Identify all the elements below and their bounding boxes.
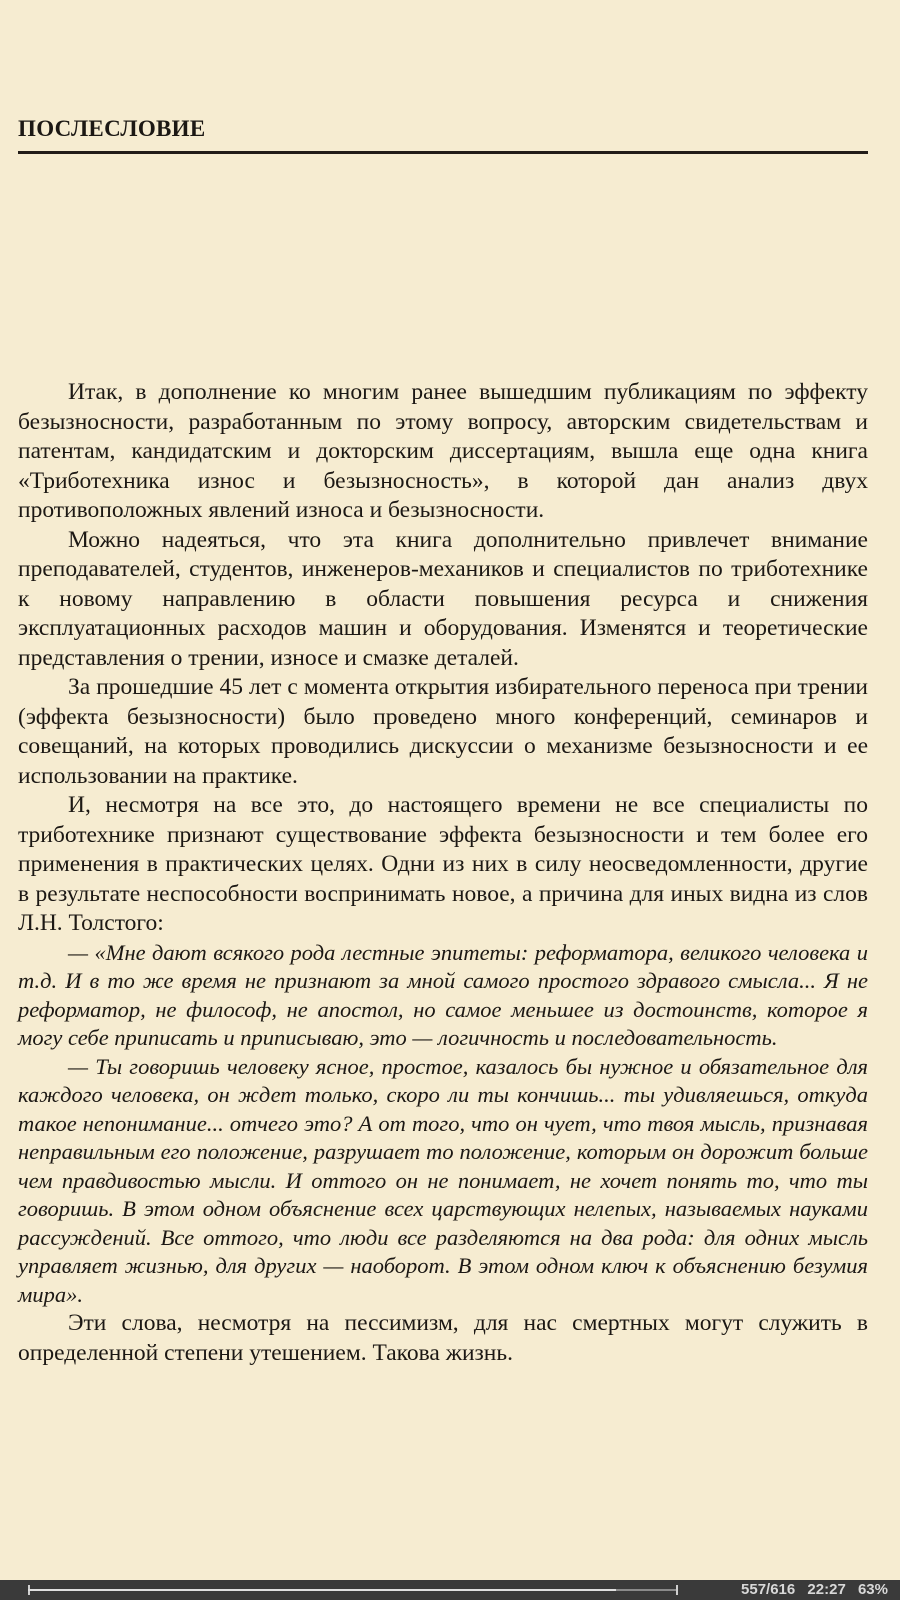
chapter-heading: ПОСЛЕСЛОВИЕ [18,116,206,141]
paragraph-3: За прошедшие 45 лет с момента открытия избирательного переноса при трении (эффекта безызносности) было проведено много конференций, семинаров и совещаний, на которых проводились дискуссии о механизме безызносности и ее использовании на практике. [18,674,868,789]
page-counter: 557/616 [741,1581,796,1598]
page-text [18,378,868,1368]
battery-level: 63% [857,1581,888,1598]
reader-status-bar [0,1580,900,1600]
clock: 22:27 [807,1581,846,1598]
quote-paragraph-2: — Ты говоришь человеку ясное, простое, казалось бы нужное и обязательное для каждого человека, он ждет только, скоро ли ты кончишь... ты удивляешься, откуда такое непонимание... отчего это? А от того, что он чует, что твоя мысль, признавая неправильным его положение, разрушает то положение, которым он дорожит больше чем правдивостью мысли. И оттого он не понимает, не хочет понять то, что ты говоришь. В этом одном объяснение всех царствующих нелепых, называемых науками рассуждений. Все оттого, что люди все разделяются на два рода: для одних мысль управляет жизнью, для других — наоборот. В этом одном ключ к объяснению безумия мира». [18,1053,868,1307]
quote-paragraph-1: — «Мне дают всякого рода лестные эпитеты: реформатора, великого человека и т.д. И в то же время не признают за мной самого простого здравого смысла... Я не реформатор, не философ, не апостол, но самое меньшее из достоинств, которое я могу себе приписать и приписываю, это — логичность и последовательность. [18,939,868,1050]
heading-divider [18,151,868,154]
progress-end-marker [676,1585,678,1595]
paragraph-4: И, несмотря на все это, до настоящего времени не все специалисты по триботехнике признают существование эффекта безызносности и тем более его применения в практических целях. Одни из них в силу неосведомленности, другие в результате неспособности воспринимать новое, а причина для иных видна из слов Л.Н. Толстого: [18,792,868,936]
status-info [733,1581,888,1598]
reading-progress-bar[interactable] [28,1589,678,1591]
paragraph-2: Можно надеяться, что эта книга дополнительно привлечет внимание преподавателей, студентов, инженеров-механиков и специалистов по триботехнике к новому направлению в области повышения ресурса и снижения эксплуатационных расходов машин и оборудования. Изменятся и теоретические представления о трении, износе и смазке деталей. [18,526,868,671]
paragraph-closing: Эти слова, несмотря на пессимизм, для нас смертных могут служить в определенной степени утешением. Такова жизнь. [18,1310,868,1366]
paragraph-1: Итак, в дополнение ко многим ранее вышедшим публикациям по эффекту безызносности, разработанным по этому вопросу, авторским свидетельствам и патентам, кандидатским и докторским диссертациям, вышла еще одна книга «Триботехника износ и безызносность», в которой дан анализ двух противоположных явлений износа и безызносности. [18,379,868,523]
reading-progress-fill [28,1589,616,1591]
